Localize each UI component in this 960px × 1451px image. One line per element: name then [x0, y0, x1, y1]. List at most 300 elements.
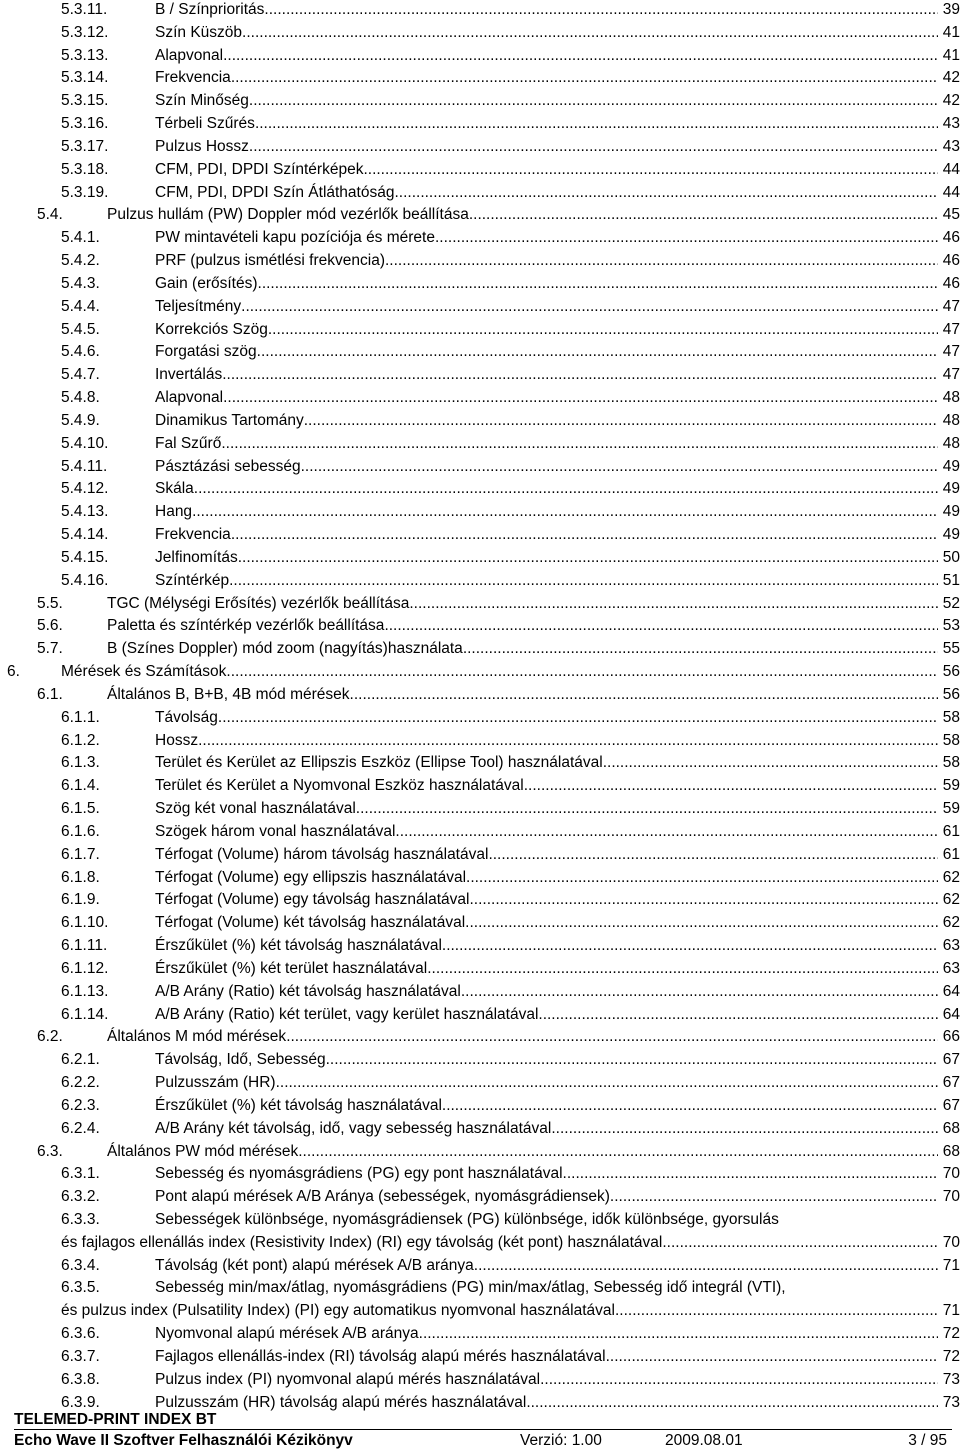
toc-entry-number: 6.1.14.: [61, 1005, 109, 1023]
toc-entry-title: Terület és Kerület a Nyomvonal Eszköz használatával: [155, 777, 524, 795]
toc-entry[interactable]: [0, 113, 960, 135]
toc-entry[interactable]: [0, 456, 960, 478]
toc-dot-leader: [662, 1232, 938, 1254]
toc-entry-title: és pulzus index (Pulsatility Index) (PI) egy automatikus nyomvonal használatával: [61, 1302, 615, 1320]
toc-entry[interactable]: [0, 1255, 960, 1277]
toc-entry[interactable]: [0, 821, 960, 843]
toc-entry-title-wrap: [155, 867, 938, 889]
footer-divider: [14, 1429, 952, 1430]
toc-entry-title: Színtérkép: [155, 571, 230, 589]
toc-entry-title: Hang: [155, 503, 193, 521]
toc-dot-leader: [242, 22, 938, 44]
toc-dot-leader: [241, 296, 938, 318]
toc-entry-title: Távolság (két pont) alapú mérések A/B aránya: [155, 1256, 474, 1274]
toc-entry-title-wrap: [155, 296, 938, 318]
toc-entry[interactable]: [0, 1323, 960, 1345]
toc-entry-number: 5.4.5.: [61, 320, 100, 338]
toc-dot-leader: [427, 958, 938, 980]
toc-dot-leader: [223, 387, 938, 409]
toc-entry-number: 6.3.6.: [61, 1325, 100, 1343]
toc-dot-leader: [409, 593, 938, 615]
toc-entry[interactable]: [0, 364, 960, 386]
toc-entry[interactable]: [0, 730, 960, 752]
toc-entry-title-wrap: [155, 1323, 938, 1345]
toc-entry-number: 5.4.9.: [61, 411, 100, 429]
toc-entry-title: Alapvonal: [155, 389, 224, 407]
toc-dot-leader: [255, 113, 938, 135]
toc-entry[interactable]: [0, 410, 960, 432]
toc-entry-title-wrap: [155, 1049, 938, 1071]
toc-entry-page: 50: [942, 548, 960, 566]
toc-entry-page: 58: [942, 754, 960, 772]
toc-entry-page: 48: [942, 411, 960, 429]
toc-entry[interactable]: [0, 1346, 960, 1368]
toc-entry-title-wrap: [155, 524, 938, 546]
toc-entry[interactable]: [0, 570, 960, 592]
toc-entry-title: Korrekciós Szög: [155, 320, 268, 338]
toc-entry-page: 67: [942, 1096, 960, 1114]
toc-entry-number: 6.1.12.: [61, 959, 109, 977]
toc-entry-number: 6.2.3.: [61, 1096, 100, 1114]
toc-entry-page: 44: [942, 160, 960, 178]
toc-entry-number: 5.3.14.: [61, 69, 109, 87]
toc-entry-number: 6.3.9.: [61, 1393, 100, 1411]
toc-dot-leader: [350, 684, 938, 706]
toc-entry-title: Pásztázási sebesség: [155, 457, 301, 475]
toc-dot-leader: [363, 159, 938, 181]
toc-entry-title: Pulzusszám (HR): [155, 1074, 276, 1091]
toc-dot-leader: [221, 433, 938, 455]
toc-entry[interactable]: [0, 593, 960, 615]
toc-entry-title-wrap: [61, 661, 938, 683]
toc-entry-title-wrap: [155, 22, 938, 44]
toc-entry[interactable]: [0, 981, 960, 1003]
toc-dot-leader: [264, 0, 938, 21]
toc-entry[interactable]: [0, 524, 960, 546]
toc-entry-title-wrap: [155, 775, 938, 797]
toc-entry[interactable]: [0, 615, 960, 637]
toc-entry-title-wrap: [107, 684, 938, 706]
toc-entry-page: 51: [942, 571, 960, 589]
toc-entry[interactable]: [0, 1095, 960, 1117]
toc-entry-number: 6.1.10.: [61, 914, 109, 932]
toc-entry-page: 72: [942, 1325, 960, 1343]
toc-entry-title-wrap: [155, 113, 938, 135]
toc-dot-leader: [229, 570, 938, 592]
toc-entry[interactable]: [0, 22, 960, 44]
toc-entry[interactable]: [0, 227, 960, 249]
toc-entry-title-wrap: [155, 707, 938, 729]
toc-dot-leader: [540, 1369, 938, 1391]
toc-entry[interactable]: [0, 273, 960, 295]
toc-entry-page: 73: [942, 1370, 960, 1388]
toc-entry-title-wrap: [155, 341, 938, 363]
toc-entry-page: 64: [942, 1005, 960, 1023]
toc-entry-number: 6.1.8.: [61, 868, 100, 886]
footer-company: TELEMED-PRINT INDEX BT: [14, 1411, 217, 1428]
toc-entry-page: 49: [942, 457, 960, 475]
toc-entry-page: 73: [942, 1393, 960, 1411]
toc-entry-title-wrap: [155, 410, 938, 432]
toc-dot-leader: [223, 45, 938, 67]
toc-entry-title-wrap: [107, 1141, 938, 1163]
toc-entry-title-wrap: [155, 159, 938, 181]
toc-entry-number: 5.3.12.: [61, 23, 109, 41]
toc-entry[interactable]: [0, 867, 960, 889]
toc-entry-title: Általános PW mód mérések: [107, 1142, 299, 1160]
toc-entry-number: 5.4.16.: [61, 571, 109, 589]
toc-entry-title-wrap: [155, 1095, 938, 1117]
toc-entry-title: Fal Szűrő: [155, 434, 222, 452]
toc-entry-title: Fajlagos ellenállás-index (RI) távolság alapú mérés használatával: [155, 1347, 606, 1365]
toc-dot-leader: [488, 844, 938, 866]
toc-entry-page: 42: [942, 69, 960, 87]
toc-entry-title: Pulzus index (PI) nyomvonal alapú mérés használatával: [155, 1370, 541, 1388]
toc-entry-title-wrap: [155, 958, 938, 980]
toc-entry-number: 5.4.13.: [61, 503, 109, 521]
toc-entry[interactable]: [0, 958, 960, 980]
toc-dot-leader: [551, 1118, 938, 1140]
toc-entry-title: Térfogat (Volume) egy távolság használatával: [155, 891, 470, 909]
toc-entry-title: Pont alapú mérések A/B Aránya (sebességek, nyomásgrádiensek): [155, 1188, 610, 1206]
toc-entry-title-wrap: [155, 821, 938, 843]
toc-entry[interactable]: [0, 547, 960, 569]
toc-entry[interactable]: [0, 1300, 960, 1322]
toc-dot-leader: [615, 1300, 938, 1322]
toc-dot-leader: [231, 524, 938, 546]
toc-entry[interactable]: [0, 341, 960, 363]
toc-entry-title-wrap: [155, 889, 938, 911]
toc-entry-title-wrap: [155, 182, 938, 204]
toc-entry-number: 5.4.1.: [61, 229, 100, 247]
toc-entry[interactable]: [0, 45, 960, 67]
toc-entry[interactable]: [0, 1369, 960, 1391]
toc-entry-number: 6.2.4.: [61, 1119, 100, 1137]
toc-entry-page: 63: [942, 937, 960, 955]
toc-entry[interactable]: [0, 1049, 960, 1071]
toc-entry-page: 56: [942, 663, 960, 681]
toc-entry-title-wrap: [155, 570, 938, 592]
toc-dot-leader: [231, 67, 938, 89]
toc-entry-page: 72: [942, 1347, 960, 1365]
toc-entry-number: 6.2.1.: [61, 1051, 100, 1069]
toc-entry-page: 62: [942, 914, 960, 932]
toc-entry[interactable]: [0, 0, 960, 21]
toc-entry-number: 5.3.13.: [61, 46, 109, 64]
toc-entry-number: 5.3.16.: [61, 115, 109, 133]
toc-entry-page: 52: [942, 594, 960, 612]
toc-entry-page: 46: [942, 229, 960, 247]
toc-entry-number: 6.3.3.: [61, 1210, 100, 1228]
toc-dot-leader: [384, 615, 938, 637]
toc-entry-title-wrap: [61, 1300, 938, 1322]
toc-entry[interactable]: [0, 250, 960, 272]
toc-entry[interactable]: [0, 638, 960, 660]
footer-version: Verzió: 1.00: [520, 1432, 602, 1449]
toc-entry-page: 47: [942, 366, 960, 384]
toc-entry-number: 5.3.15.: [61, 92, 109, 110]
toc-entry-page: 49: [942, 503, 960, 521]
toc-entry-number: 6.1.4.: [61, 777, 100, 795]
toc-entry-title-wrap: [155, 730, 938, 752]
toc-entry-title: Invertálás: [155, 366, 223, 384]
toc-entry[interactable]: [0, 90, 960, 112]
toc-entry-page: 66: [942, 1028, 960, 1046]
toc-entry-title: Általános B, B+B, 4B mód mérések: [107, 685, 350, 703]
toc-entry-title-wrap: [107, 204, 938, 226]
toc-entry[interactable]: [0, 752, 960, 774]
toc-entry-title-wrap: [155, 844, 938, 866]
toc-entry-title-wrap: [155, 1346, 938, 1368]
toc-entry-title: Teljesítmény: [155, 297, 242, 315]
toc-dot-leader: [466, 867, 938, 889]
toc-entry-title-wrap: [61, 1232, 938, 1254]
toc-entry-title: A/B Arány (Ratio) két terület, vagy kerület használatával: [155, 1005, 539, 1023]
toc-entry[interactable]: [0, 912, 960, 934]
toc-entry[interactable]: [0, 204, 960, 226]
toc-dot-leader: [326, 1049, 938, 1071]
toc-entry[interactable]: [0, 1141, 960, 1163]
toc-dot-leader: [301, 456, 938, 478]
toc-dot-leader: [465, 912, 938, 934]
toc-entry-page: 47: [942, 343, 960, 361]
toc-entry[interactable]: [0, 935, 960, 957]
toc-entry-page: 71: [942, 1302, 960, 1320]
toc-entry-title-wrap: [155, 319, 938, 341]
toc-entry[interactable]: [0, 1118, 960, 1140]
toc-entry-page: 58: [942, 731, 960, 749]
toc-entry[interactable]: [0, 1026, 960, 1048]
toc-entry-title: Pulzusszám (HR) távolság alapú mérés használatával: [155, 1393, 527, 1411]
toc-entry-page: 58: [942, 708, 960, 726]
toc-entry-title: Sebesség min/max/átlag, nyomásgrádiens (PG) min/max/átlag, Sebesség idő integrál (VTI),: [155, 1279, 786, 1297]
toc-entry-title: Szín Minőség: [155, 92, 249, 110]
toc-entry-title-wrap: [155, 433, 938, 455]
toc-entry-page: 46: [942, 274, 960, 292]
toc-entry[interactable]: [0, 433, 960, 455]
toc-entry[interactable]: [0, 67, 960, 89]
toc-entry[interactable]: [0, 136, 960, 158]
toc-entry-number: 6.3.7.: [61, 1347, 100, 1365]
toc-entry-title: Dinamikus Tartomány: [155, 411, 304, 429]
toc-dot-leader: [198, 730, 938, 752]
toc-entry-title: Mérések és Számítások: [61, 663, 227, 681]
toc-entry-title-wrap: [155, 1255, 938, 1277]
toc-entry-title: B (Színes Doppler) mód zoom (nagyítás)használata: [107, 640, 463, 658]
toc-entry[interactable]: [0, 1209, 960, 1231]
toc-entry-page: 62: [942, 891, 960, 909]
toc-entry-title-wrap: [107, 1026, 938, 1048]
toc-entry-page: 41: [942, 46, 960, 64]
toc-entry-page: 45: [942, 206, 960, 224]
toc-entry[interactable]: [0, 182, 960, 204]
toc-entry-page: 68: [942, 1142, 960, 1160]
toc-entry-title-wrap: [155, 387, 938, 409]
footer-page-number: 3 / 95: [908, 1432, 947, 1449]
toc-entry[interactable]: [0, 319, 960, 341]
toc-entry-title-wrap: [155, 90, 938, 112]
toc-entry-number: 6.1.11.: [61, 937, 108, 955]
toc-entry-title-wrap: [155, 752, 938, 774]
toc-entry[interactable]: [0, 1277, 960, 1299]
toc-dot-leader: [258, 273, 938, 295]
toc-dot-leader: [442, 1095, 938, 1117]
toc-entry-number: 5.5.: [37, 594, 63, 612]
toc-entry-number: 6.2.2.: [61, 1074, 100, 1091]
toc-entry-title-wrap: [107, 638, 938, 660]
toc-entry-number: 6.1.: [37, 685, 63, 703]
toc-entry-number: 5.4.2.: [61, 252, 100, 270]
toc-entry-number: 6.2.: [37, 1028, 63, 1046]
toc-entry-title: Gain (erősítés): [155, 274, 258, 292]
toc-entry-page: 43: [942, 115, 960, 133]
toc-dot-leader: [538, 1004, 938, 1026]
toc-entry[interactable]: [0, 159, 960, 181]
toc-entry-number: 6.1.9.: [61, 891, 100, 909]
toc-dot-leader: [395, 821, 938, 843]
toc-entry[interactable]: [0, 775, 960, 797]
toc-entry[interactable]: [0, 1186, 960, 1208]
toc-entry-number: 5.3.17.: [61, 137, 109, 155]
toc-entry-title: Hossz: [155, 731, 199, 749]
toc-entry-title-wrap: [155, 478, 938, 500]
toc-entry-title-wrap: [155, 67, 938, 89]
toc-dot-leader: [268, 319, 938, 341]
toc-dot-leader: [238, 547, 938, 569]
toc-entry-title: Alapvonal: [155, 46, 224, 64]
toc-entry-page: 59: [942, 777, 960, 795]
toc-entry-number: 5.4.4.: [61, 297, 100, 315]
toc-entry-title-wrap: [155, 798, 938, 820]
toc-entry-title: Szög két vonal használatával: [155, 800, 356, 818]
toc-entry-page: 67: [942, 1051, 960, 1069]
toc-entry-page: 67: [942, 1074, 960, 1091]
toc-entry-title: TGC (Mélységi Erősítés) vezérlők beállítása: [107, 594, 410, 612]
toc-entry[interactable]: [0, 296, 960, 318]
toc-dot-leader: [394, 182, 938, 204]
toc-dot-leader: [419, 1323, 938, 1345]
toc-entry-title: B / Színprioritás: [155, 1, 265, 18]
toc-dot-leader: [524, 775, 938, 797]
toc-entry-number: 5.4.15.: [61, 548, 109, 566]
toc-entry-number: 6.1.6.: [61, 822, 100, 840]
toc-dot-leader: [249, 136, 938, 158]
toc-entry[interactable]: [0, 1232, 960, 1254]
toc-entry-title: Forgatási szög: [155, 343, 257, 361]
toc-dot-leader: [461, 981, 938, 1003]
toc-entry-title: Pulzus Hossz: [155, 137, 249, 155]
toc-entry-title: Frekvencia: [155, 526, 231, 544]
toc-entry[interactable]: [0, 798, 960, 820]
toc-entry-title: Nyomvonal alapú mérések A/B aránya: [155, 1325, 419, 1343]
toc-entry-title: Pulzus hullám (PW) Doppler mód vezérlők beállítása: [107, 206, 469, 224]
toc-dot-leader: [249, 90, 938, 112]
toc-entry-title-wrap: [155, 547, 938, 569]
toc-entry-number: 6.3.1.: [61, 1165, 100, 1183]
toc-entry-number: 5.4.7.: [61, 366, 100, 384]
toc-dot-leader: [435, 227, 938, 249]
toc-entry-number: 5.4.: [37, 206, 63, 224]
toc-entry[interactable]: [0, 661, 960, 683]
toc-entry[interactable]: [0, 1072, 960, 1094]
toc-entry-page: 59: [942, 800, 960, 818]
toc-entry-number: 6.1.5.: [61, 800, 100, 818]
toc-entry-number: 5.3.11.: [61, 1, 108, 18]
toc-dot-leader: [610, 1186, 938, 1208]
toc-entry-page: 53: [942, 617, 960, 635]
toc-entry-title: Szín Küszöb: [155, 23, 243, 41]
toc-entry-page: 71: [942, 1256, 960, 1274]
footer-date: 2009.08.01: [665, 1432, 743, 1449]
toc-dot-leader: [218, 707, 938, 729]
toc-entry-number: 6.1.2.: [61, 731, 100, 749]
toc-entry-number: 6.1.7.: [61, 845, 100, 863]
toc-entry-page: 61: [942, 845, 960, 863]
toc-entry-title-wrap: [155, 227, 938, 249]
toc-entry-title: Szögek három vonal használatával: [155, 822, 396, 840]
toc-entry-number: 5.7.: [37, 640, 63, 658]
toc-entry-number: 5.4.10.: [61, 434, 109, 452]
toc-entry-title: Érszűkület (%) két távolság használatával: [155, 1096, 442, 1114]
toc-entry-title: Sebességek különbsége, nyomásgrádiensek (PG) különbsége, idők különbsége, gyorsulás: [155, 1210, 779, 1228]
toc-entry-page: 70: [942, 1165, 960, 1183]
toc-entry-page: 68: [942, 1119, 960, 1137]
toc-entry-title: Érszűkület (%) két terület használatával: [155, 959, 428, 977]
toc-entry-page: 48: [942, 389, 960, 407]
toc-entry-number: 5.3.18.: [61, 160, 109, 178]
toc-entry-number: 6.3.: [37, 1142, 63, 1160]
toc-entry-title-wrap: [155, 364, 938, 386]
toc-entry[interactable]: [0, 478, 960, 500]
toc-entry-number: 6.1.1.: [61, 708, 100, 726]
toc-entry-page: 47: [942, 297, 960, 315]
toc-entry[interactable]: [0, 684, 960, 706]
toc-entry[interactable]: [0, 1004, 960, 1026]
toc-entry-title: CFM, PDI, DPDI Szín Átláthatóság: [155, 183, 395, 201]
toc-entry-title: Térfogat (Volume) három távolság használatával: [155, 845, 489, 863]
toc-entry-page: 43: [942, 137, 960, 155]
toc-entry[interactable]: [0, 844, 960, 866]
toc-entry-title: Sebesség és nyomásgrádiens (PG) egy pont használatával: [155, 1165, 563, 1183]
toc-dot-leader: [474, 1255, 938, 1277]
toc-entry[interactable]: [0, 501, 960, 523]
toc-entry[interactable]: [0, 1163, 960, 1185]
toc-entry-title: A/B Arány (Ratio) két távolság használatával: [155, 982, 461, 1000]
toc-entry-page: 42: [942, 92, 960, 110]
toc-entry-title-wrap: [155, 45, 938, 67]
toc-entry-title-wrap: [155, 1369, 938, 1391]
toc-dot-leader: [222, 364, 938, 386]
toc-dot-leader: [606, 1346, 938, 1368]
toc-entry-title: Távolság: [155, 708, 218, 726]
toc-entry[interactable]: [0, 707, 960, 729]
toc-entry-page: 55: [942, 640, 960, 658]
toc-dot-leader: [194, 478, 938, 500]
toc-entry-number: 5.4.8.: [61, 389, 100, 407]
toc-entry[interactable]: [0, 889, 960, 911]
toc-dot-leader: [298, 1141, 938, 1163]
toc-entry-title-wrap: [155, 136, 938, 158]
toc-dot-leader: [257, 341, 938, 363]
toc-entry-title: Távolság, Idő, Sebesség: [155, 1051, 326, 1069]
toc-dot-leader: [286, 1026, 938, 1048]
toc-entry-page: 49: [942, 480, 960, 498]
toc-entry-title: PW mintavételi kapu pozíciója és mérete: [155, 229, 435, 247]
toc-entry[interactable]: [0, 387, 960, 409]
toc-entry-title: Frekvencia: [155, 69, 231, 87]
toc-entry-number: 5.4.14.: [61, 526, 109, 544]
toc-entry-title: Érszűkület (%) két távolság használatával: [155, 937, 442, 955]
